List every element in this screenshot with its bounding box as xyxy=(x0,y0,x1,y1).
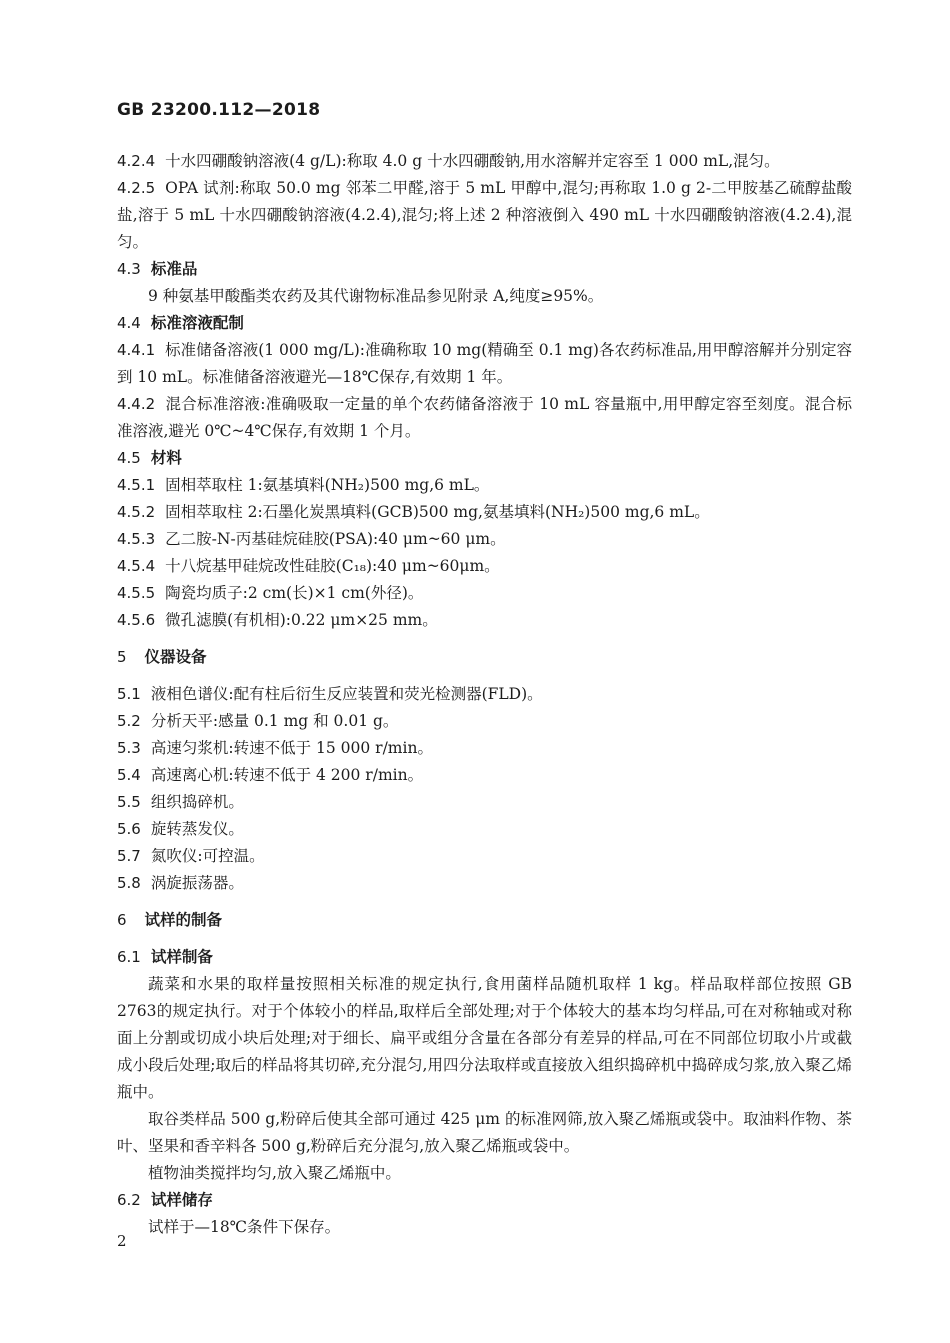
chapter-5-heading xyxy=(117,644,852,671)
section-number: 6.2 xyxy=(117,1191,141,1209)
chapter-title: 试样的制备 xyxy=(144,911,223,929)
clause-5-8 xyxy=(117,870,852,897)
clause-4-5-5 xyxy=(117,580,852,607)
section-6-1-heading xyxy=(117,944,852,971)
clause-5-5 xyxy=(117,789,852,816)
clause-text: 高速离心机:转速不低于 4 200 r/min。 xyxy=(150,766,424,784)
clause-text: 十水四硼酸钠溶液(4 g/L):称取 4.0 g 十水四硼酸钠,用水溶解并定容至 1 000 mL,混匀。 xyxy=(165,152,780,170)
section-6-2-text: 试样于—18℃条件下保存。 xyxy=(148,1218,341,1236)
section-title: 试样储存 xyxy=(150,1191,213,1209)
section-6-2-heading xyxy=(117,1187,852,1214)
section-6-1-paragraph-2: 取谷类样品 500 g,粉碎后使其全部可通过 425 μm 的标准网筛,放入聚乙烯瓶或袋中。取油料作物、茶叶、坚果和香辛料各 500 g,粉碎后充分混匀,放入聚乙烯瓶或袋中。 xyxy=(117,1110,852,1155)
clause-5-6 xyxy=(117,816,852,843)
section-4-4-heading xyxy=(117,310,852,337)
clause-text: 组织捣碎机。 xyxy=(150,793,244,811)
clause-5-7 xyxy=(117,843,852,870)
clause-5-2 xyxy=(117,708,852,735)
section-6-1-paragraph-3: 植物油类搅拌均匀,放入聚乙烯瓶中。 xyxy=(148,1164,401,1182)
section-number: 6.1 xyxy=(117,948,141,966)
clause-4-4-2 xyxy=(117,391,852,445)
clause-4-2-5 xyxy=(117,175,852,256)
section-number: 4.5 xyxy=(117,449,141,467)
section-title: 标准溶液配制 xyxy=(150,314,244,332)
clause-text: 标准储备溶液(1 000 mg/L):准确称取 10 mg(精确至 0.1 mg)各农药标准品,用甲醇溶解并分别定容到 10 mL。标准储备溶液避光—18℃保存,有效期 1 年。 xyxy=(117,341,852,386)
clause-4-5-4 xyxy=(117,553,852,580)
clause-number: 4.2.4 xyxy=(117,152,156,170)
section-6-1-paragraph-1: 蔬菜和水果的取样量按照相关标准的规定执行,食用菌样品随机取样 1 kg。样品取样部位按照 GB 2763的规定执行。对于个体较小的样品,取样后全部处理;对于个体较大的基本均匀样品,可在对称轴或对称面上分割或切成小块后处理;对于细长、扁平或组分含量在各部分有差异的样品,可在不同部位切取小片或截成小段后处理;取后的样品将其切碎,充分混匀,用四分法取样或直接放入组织捣碎机中捣碎成匀浆,放入聚乙烯瓶中。 xyxy=(117,975,852,1101)
clause-text: 固相萃取柱 1:氨基填料(NH₂)500 mg,6 mL。 xyxy=(165,476,490,494)
clause-number: 5.8 xyxy=(117,874,141,892)
clause-text: 涡旋振荡器。 xyxy=(150,874,244,892)
clause-4-5-1 xyxy=(117,472,852,499)
clause-number: 4.2.5 xyxy=(117,179,156,197)
section-title: 标准品 xyxy=(150,260,198,278)
clause-text: 固相萃取柱 2:石墨化炭黑填料(GCB)500 mg,氨基填料(NH₂)500 mg,6 mL。 xyxy=(165,503,710,521)
clause-number: 5.5 xyxy=(117,793,141,811)
clause-4-4-1 xyxy=(117,337,852,391)
clause-text: 旋转蒸发仪。 xyxy=(150,820,244,838)
clause-number: 5.1 xyxy=(117,685,141,703)
clause-text: 混合标准溶液:准确吸取一定量的单个农药储备溶液于 10 mL 容量瓶中,用甲醇定容至刻度。混合标准溶液,避光 0℃~4℃保存,有效期 1 个月。 xyxy=(117,395,852,440)
chapter-number: 5 xyxy=(117,648,127,666)
section-title: 试样制备 xyxy=(150,948,213,966)
clause-number: 4.4.1 xyxy=(117,341,156,359)
page-content xyxy=(117,148,852,1241)
clause-number: 5.4 xyxy=(117,766,141,784)
clause-number: 4.5.2 xyxy=(117,503,156,521)
section-4-3-heading xyxy=(117,256,852,283)
section-title: 材料 xyxy=(150,449,182,467)
clause-number: 4.5.1 xyxy=(117,476,156,494)
page-number: 2 xyxy=(117,1232,127,1250)
section-4-5-heading xyxy=(117,445,852,472)
clause-text: 乙二胺-N-丙基硅烷硅胶(PSA):40 μm~60 μm。 xyxy=(165,530,506,548)
clause-number: 4.5.4 xyxy=(117,557,156,575)
clause-text: 分析天平:感量 0.1 mg 和 0.01 g。 xyxy=(150,712,399,730)
clause-number: 5.2 xyxy=(117,712,141,730)
clause-number: 5.3 xyxy=(117,739,141,757)
clause-number: 5.7 xyxy=(117,847,141,865)
clause-text: 氮吹仪:可控温。 xyxy=(150,847,265,865)
section-number: 4.4 xyxy=(117,314,141,332)
clause-5-1 xyxy=(117,681,852,708)
clause-text: OPA 试剂:称取 50.0 mg 邻苯二甲醛,溶于 5 mL 甲醇中,混匀;再称取 1.0 g 2-二甲胺基乙硫醇盐酸盐,溶于 5 mL 十水四硼酸钠溶液(4.2.4),混匀;将上述 2 种溶液倒入 490 mL 十水四硼酸钠溶液(4.2.4),混匀。 xyxy=(117,179,852,251)
clause-text: 高速匀浆机:转速不低于 15 000 r/min。 xyxy=(150,739,433,757)
clause-number: 4.5.3 xyxy=(117,530,156,548)
clause-4-2-4 xyxy=(117,148,852,175)
chapter-title: 仪器设备 xyxy=(144,648,207,666)
chapter-6-heading xyxy=(117,907,852,934)
clause-5-3 xyxy=(117,735,852,762)
clause-4-5-6 xyxy=(117,607,852,634)
chapter-number: 6 xyxy=(117,911,127,929)
clause-number: 5.6 xyxy=(117,820,141,838)
clause-text: 微孔滤膜(有机相):0.22 μm×25 mm。 xyxy=(165,611,438,629)
clause-text: 液相色谱仪:配有柱后衍生反应装置和荧光检测器(FLD)。 xyxy=(150,685,543,703)
standard-id-header: GB 23200.112—2018 xyxy=(117,100,321,120)
clause-5-4 xyxy=(117,762,852,789)
section-4-3-text: 9 种氨基甲酸酯类农药及其代谢物标准品参见附录 A,纯度≥95%。 xyxy=(148,287,604,305)
clause-number: 4.4.2 xyxy=(117,395,156,413)
clause-4-5-2 xyxy=(117,499,852,526)
section-number: 4.3 xyxy=(117,260,141,278)
clause-number: 4.5.6 xyxy=(117,611,156,629)
clause-number: 4.5.5 xyxy=(117,584,156,602)
clause-text: 十八烷基甲硅烷改性硅胶(C₁₈):40 μm~60μm。 xyxy=(165,557,500,575)
clause-text: 陶瓷均质子:2 cm(长)×1 cm(外径)。 xyxy=(165,584,424,602)
clause-4-5-3 xyxy=(117,526,852,553)
